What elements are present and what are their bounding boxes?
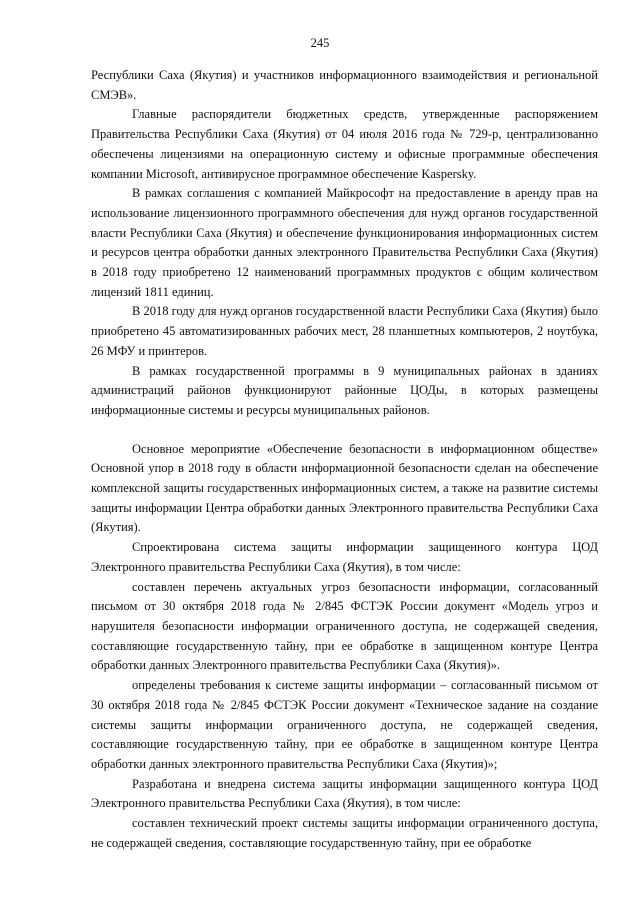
paragraph: Республики Саха (Якутия) и участников информационного взаимодействия и региональной СМЭВ». — [91, 68, 598, 102]
section-spacer — [91, 421, 598, 440]
page-number: 245 — [310, 36, 330, 50]
paragraph: составлен перечень актуальных угроз безопасности информации, согласованный письмом от 30 октября 2018 года № 2/845 ФСТЭК России документ «Модель угроз и нарушителя безопасности информации ограниченного доступа, не содержащей сведения, составляющие государственную тайну, при ее обработке в защищенном контуре Центра обработки данных Электронного правительства Республики Саха (Якутия)». — [91, 579, 598, 673]
paragraph: В рамках соглашения с компанией Майкрософт на предоставление в аренду прав на использование лицензионного программного обеспечения для нужд органов государственной власти Республики Саха (Якутия) и обеспечение функционирования информационных систем и ресурсов центра обработки данных электронного Правительства Республики Саха (Якутия) в 2018 году приобретено 12 наименований программных продуктов с общим количеством лицензий 1811 единиц. — [91, 186, 598, 299]
paragraph: определены требования к системе защиты информации – согласованный письмом от 30 октября 2018 года № 2/845 ФСТЭК России документ «Техническое задание на создание системы защиты информации ограниченного доступа, не содержащей сведения, составляющие государственную тайну, при ее обработке в защищенном контуре Центра обработки данных электронного правительства Республики Саха (Якутия)»; — [91, 678, 598, 771]
paragraph: Главные распорядители бюджетных средств, утвержденные распоряжением Правительства Республики Саха (Якутия) от 04 июля 2016 года № 729-р, централизованно обеспечены лицензиями на операционную систему и офисные программные обеспечения компании Microsoft, антивирусное программное обеспечение Kaspersky. — [91, 107, 598, 181]
paragraph: В рамках государственной программы в 9 муниципальных районах в зданиях администраций районов функционируют районные ЦОДы, в которых размещены информационные системы и ресурсы муниципальных районов. — [91, 363, 598, 417]
body-text — [91, 66, 598, 853]
paragraph: В 2018 году для нужд органов государственной власти Республики Саха (Якутия) было приобретено 45 автоматизированных рабочих мест, 28 планшетных компьютеров, 2 ноутбука, 26 МФУ и принтеров. — [91, 304, 598, 358]
paragraph: Разработана и внедрена система защиты информации защищенного контура ЦОД Электронного правительства Республики Саха (Якутия), в том числе: — [91, 776, 598, 811]
section-heading-paragraph: Основное мероприятие «Обеспечение безопасности в информационном обществе» Основной упор в 2018 году в области информационной безопасности сделан на обеспечение комплексной защиты государственных информационных систем, а также на развитие системы защиты информации Центра обработки данных Электронного правительства Республики Саха (Якутия). — [91, 441, 598, 535]
paragraph: Спроектирована система защиты информации защищенного контура ЦОД Электронного правительства Республики Саха (Якутия), в том числе: — [91, 540, 598, 574]
paragraph: составлен технический проект системы защиты информации ограниченного доступа, не содержащей сведения, составляющие государственную тайну, при ее обработке — [91, 816, 598, 850]
